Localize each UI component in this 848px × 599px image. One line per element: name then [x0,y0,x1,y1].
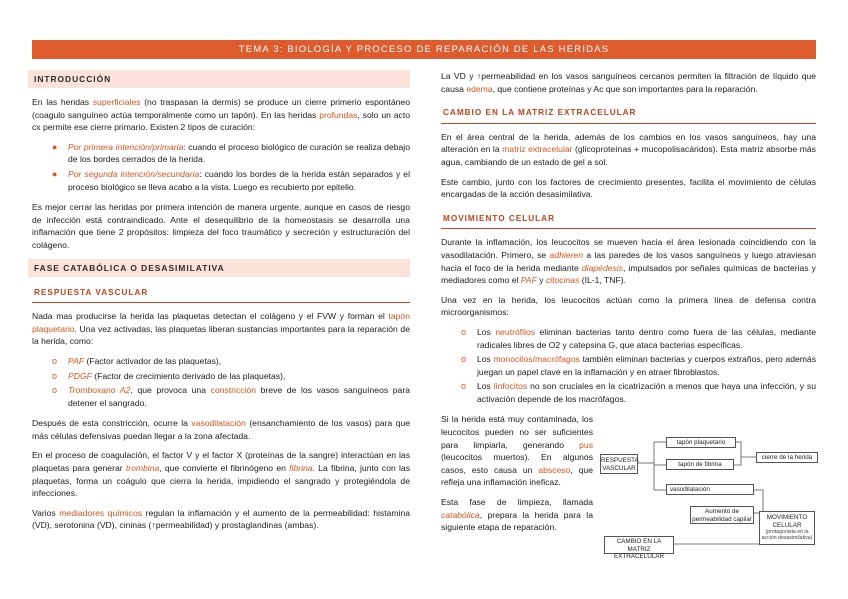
page-title: TEMA 3: BIOLOGÍA Y PROCESO DE REPARACIÓN DE LAS HERIDAS [32,40,816,59]
list-item: o Los neutrófilos eliminan bacterias tanto dentro como fuera de las células, mediante radicales libres de O2 y catepsina G, que ataca bacterias específicas. [461,326,816,350]
mov-paragraph-4: Esta fase de limpieza, llamada catabólica, prepara la herida para la siguiente etapa de reparación. [441,497,593,533]
box-aumento-permeabilidad: Aumento de permeabilidad capilar [690,506,754,524]
box-cierre-herida: cierre de la herida [756,452,818,463]
mov-paragraph-2: Una vez en la herida, los leucocitos actúan como la primera línea de defensa contra microorganismos: [441,294,816,318]
bullet-icon: ● [52,168,58,179]
process-diagram [596,436,820,592]
fase-paragraph-2: Después de esta constricción, ocurre la vasodilatación (ensanchamiento de los vasos) para que más células defensivas puedan llegar a la zona afectada. [32,418,410,441]
mov-paragraph-3: Si la herida está muy contaminada, los leucocitos pueden no ser suficientes para limpiarla, generando pus (leucocitos muertos). En algunos casos, esto causa un absceso, que refleja una inflamación ineficaz. [441,414,593,488]
bullet-icon: ● [52,141,58,152]
matriz-paragraph-1: En el área central de la herida, además de los cambios en los vasos sanguíneos, hay una alteración en la matriz extracelular (glicoproteínas + mucopolisacáridos). Esta matriz absorbe más agua, cambiando de un estado de gel a sol. [441,131,816,167]
box-cambio-matriz: CAMBIO EN LA MATRIZ EXTRACELULAR [604,536,674,554]
list-item: o PDGF (Factor de crecimiento derivado de las plaquetas), [52,370,286,381]
circle-bullet-icon: o [461,326,467,337]
mov-paragraph-1: Durante la inflamación, los leucocitos se mueven hacia el área lesionada coincidiendo con la vasodilatación. Primero, se adhieren a las paredes de los vasos sanguíneos y luego atraviesan hacia el foco de la herida mediante diapédesis, impulsados por señales químicas de bacterias y mediadores como el PAF y citocinas (IL-1, TNF). [441,237,816,286]
list-item: o Tromboxano A2, que provoca una constricción breve de los vasos sanguíneos para detener el sangrado. [52,385,410,408]
edema-paragraph: La VD y ↑permeabilidad en los vasos sanguíneos cercanos permiten la filtración de líquido que causa edema, que contiene proteínas y Ac que son importantes para la reparación. [441,71,816,94]
box-tapon-plaquetario: tapón plaquetario [666,437,736,448]
left-column [32,70,410,539]
box-tapon-fibrina: tapón de fibrina [666,459,734,470]
circle-bullet-icon: o [52,385,58,396]
fase-paragraph-3: En el proceso de coagulación, el factor V y el factor X (proteínas de la sangre) interactúan en las plaquetas para generar trombina, que convierte el fibrinógeno en fibrina. La fibrina, junto con las plaquetas, forma un coágulo que cierra la herida, impidiendo el sangrado y protegiéndola de infecciones. [32,450,410,499]
circle-bullet-icon: o [52,355,58,366]
intro-paragraph-1: En las heridas superficiales (no traspasan la dermis) se produce un cierre primerio espontáneo (coagulo sanguíneo actúa temporalmente como un tapón). En las heridas profundas, solo un acto cx permite ese cierre primario. Existen 2 tipos de curación: [32,97,410,133]
list-item: ● Por primera intención/primaria: cuando el proceso biológico de curación se realiza debajo de los bordes cerrados de la herida. [52,141,410,165]
circle-bullet-icon: o [461,381,467,392]
section-heading-fase-catabolica: FASE CATABÓLICA O DESASIMILATIVA [28,259,410,277]
circle-bullet-icon: o [52,370,58,381]
box-vasodilatacion: vasodilatación [666,484,754,495]
section-heading-introduccion: INTRODUCCIÓN [28,70,410,88]
circle-bullet-icon: o [461,354,467,365]
fase-paragraph-4: Varios mediadores químicos regulan la inflamación y el aumento de la permeabilidad: histamina (VD), serotonina (VD), cininas (↑permeabilidad) y prostaglandinas (ambas). [32,507,410,531]
box-movimiento-celular: MOVIMIENTO CELULAR (protagonista en la acción desasimilativa) [759,511,815,545]
fase-paragraph-1: Nada mas producirse la herida las plaquetas detectan el colágeno y el FVW y forman el tapón plaquetario. Una vez activadas, las plaquetas liberan sustancias importantes para la reparación de la herida, como: [32,311,410,347]
list-item: o PAF (Factor activador de las plaquetas), [52,355,222,366]
box-respuesta-vascular: RESPUESTA VASCULAR [600,454,638,474]
contamination-block [441,413,593,533]
list-item: o Los monocitos/macrófagos también eliminan bacterias y cuerpos extraños, pero además juegan un papel clave en la inflamación y en atraer fibroblastos. [461,354,816,377]
subsection-heading-movimiento: MOVIMIENTO CELULAR [441,211,816,230]
subsection-heading-matriz: CAMBIO EN LA MATRIZ EXTRACELULAR [441,105,816,124]
subsection-heading-respuesta-vascular: RESPUESTA VASCULAR [32,285,410,304]
platelet-substances-list [32,355,410,409]
leukocytes-list [441,326,816,406]
list-item: o Los linfocitos no son cruciales en la cicatrización a menos que haya una infección, y su activación depende de los macrófagos. [461,381,816,404]
healing-types-list [32,141,410,193]
matriz-paragraph-2: Este cambio, junto con los factores de crecimiento presentes, facilita el movimiento de células encargadas de la acción desasimilativa. [441,176,816,200]
list-item: ● Por segunda intención/secundaria: cuando los bordes de la herida están separados y el proceso biológico se lleva acabo a la vista. Luego es recubierto por epitelio. [52,168,410,192]
intro-paragraph-2: Es mejor cerrar las heridas por primera intención de manera urgente, aunque en casos de riesgo de infección está contraindicado. Ante el desequilibrio de la homeostasis se desarrolla una inflamación que tiene 2 propósitos: limpieza del foco traumático y secreción y estructuración del colágeno. [32,202,410,250]
